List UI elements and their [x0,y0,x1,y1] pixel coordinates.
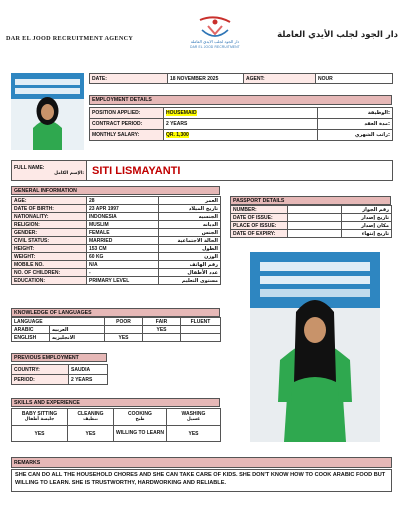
general-info-value: MARRIED [87,237,159,245]
agency-logo-text-ar: دار الجود لجلب الايدي العاملة [190,39,240,44]
skill-value: WILLING TO LEARN [114,426,167,442]
language-name: ARABIC [12,326,50,334]
agent-label: AGENT: [244,74,316,84]
skill-washing [167,409,221,426]
passport-label-ar: تاريخ إنتهاء [342,230,392,238]
employment-row [90,119,393,130]
passport-value [288,230,342,238]
language-name-ar: العربيه [50,326,105,334]
language-col-header: LANGUAGE [12,318,105,326]
language-row-english [12,334,221,342]
position-label-ar: الوظيفة: [318,108,393,119]
general-info-label-ar: رقم الهاتف [159,261,221,269]
passport-label-ar: تاريخ إصدار [342,214,392,222]
agency-name-en: DAR EL JOOD RECRUITMENT AGENCY [6,35,134,42]
general-info-value: N/A [87,261,159,269]
language-name: ENGLISH [12,334,50,342]
general-info-row [12,205,221,213]
general-info-row [12,229,221,237]
salary-value: QR. 1,300 [166,132,189,138]
candidate-photo-small [11,73,84,150]
general-info-row [12,253,221,261]
previous-country-label: COUNTRY: [12,365,69,375]
general-info-label: MOBILE NO. [12,261,87,269]
languages-header-row [12,318,221,326]
passport-label: NUMBER: [231,206,288,214]
general-info-value: 23 APR 1997 [87,205,159,213]
general-info-value: 60 KG [87,253,159,261]
passport-row [231,206,392,214]
general-info-label-ar: الديانه [159,221,221,229]
employment-details-table [89,107,393,141]
skills-header: SKILLS AND EXPERIENCE [11,398,220,407]
candidate-photo-large [250,252,380,442]
contract-value: 2 YEARS [164,119,318,130]
general-info-row [12,261,221,269]
general-info-label: DATE OF BIRTH: [12,205,87,213]
passport-row [231,214,392,222]
full-name-label: FULL NAME: [14,164,45,171]
general-info-label-ar: الوزن [159,253,221,261]
full-name-value: SITI LISMAYANTI [87,161,393,181]
general-info-value: 153 CM [87,245,159,253]
employment-details-header: EMPLOYMENT DETAILS [89,95,392,105]
language-poor: YES [105,334,143,342]
languages-header: KNOWLEDGE OF LANGUAGES [11,308,220,317]
general-info-label: WEIGHT: [12,253,87,261]
contract-label: CONTRACT PERIOD: [90,119,164,130]
skills-value-row [12,426,221,442]
passport-label: DATE OF EXPIRY: [231,230,288,238]
general-info-value: 28 [87,197,159,205]
general-info-label: EDUCATION: [12,277,87,285]
skills-table [11,408,221,442]
general-info-label-ar: مستوى التعليم [159,277,221,285]
skill-value: YES [12,426,68,442]
language-fluent [181,334,221,342]
full-name-label-ar: الإسم الكامل: [54,170,84,176]
general-info-row [12,277,221,285]
skill-value: YES [68,426,114,442]
poor-col-header: POOR [105,318,143,326]
previous-employment-table [11,364,108,385]
passport-row [231,230,392,238]
fluent-col-header: FLUENT [181,318,221,326]
general-info-label-ar: العمر [159,197,221,205]
agency-logo-text-en: DAR EL JOOD RECRUITMENT [190,45,240,49]
general-info-label: NATIONALITY: [12,213,87,221]
passport-label: DATE OF ISSUE: [231,214,288,222]
general-info-row [12,245,221,253]
language-row-arabic [12,326,221,334]
skill-value: YES [167,426,221,442]
general-info-label: NO. OF CHILDREN: [12,269,87,277]
remarks-header: REMARKS [11,457,392,468]
previous-period-value: 2 YEARS [69,375,108,385]
contract-label-ar: مدة العقد: [318,119,393,130]
skill-label: BABY SITTING [21,410,58,417]
passport-value [288,206,342,214]
general-info-row [12,237,221,245]
general-info-label: HEIGHT: [12,245,87,253]
general-info-value: INDONESIA [87,213,159,221]
general-info-label: RELIGION: [12,221,87,229]
skills-label-row [12,409,221,426]
full-name-label-cell [12,161,87,181]
previous-employment-header: PREVIOUS EMPLOYMENT [11,353,107,362]
general-info-label: GENDER: [12,229,87,237]
language-name-ar: الانجليزيه [50,334,105,342]
general-info-label-ar: عدد الأطفال [159,269,221,277]
general-info-label-ar: تاريخ الميلاد [159,205,221,213]
skill-cleaning [68,409,114,426]
agent-value: NOUR [316,74,393,84]
skill-label-ar: جليسة أطفال [24,417,55,423]
fair-col-header: FAIR [143,318,181,326]
language-fair: YES [143,326,181,334]
previous-period-label: PERIOD: [12,375,69,385]
passport-value [288,214,342,222]
previous-country-value: SAUDIA [69,365,108,375]
general-info-table [11,196,221,285]
skill-label: CLEANING [77,410,104,417]
date-value: 18 NOVEMBER 2025 [168,74,244,84]
skill-label: COOKING [128,410,152,417]
general-info-label: CIVIL STATUS: [12,237,87,245]
skill-label: WASHING [181,410,206,417]
passport-details-header: PASSPORT DETAILS [230,196,391,205]
employment-row [90,108,393,119]
passport-row [231,222,392,230]
passport-label-ar: رقم الجواز [342,206,392,214]
skill-cooking [114,409,167,426]
general-info-label-ar: الجنسيه [159,213,221,221]
employment-row [90,130,393,141]
general-info-label: AGE: [12,197,87,205]
language-fluent [181,326,221,334]
date-label: DATE: [90,74,168,84]
general-info-value: FEMALE [87,229,159,237]
general-info-row [12,269,221,277]
general-info-row [12,213,221,221]
previous-row [12,375,108,385]
top-info-table [89,73,393,84]
general-info-value: PRIMARY LEVEL [87,277,159,285]
passport-label: PLACE OF ISSUE: [231,222,288,230]
skill-label-ar: غسيل [186,417,201,423]
general-info-value: - [87,269,159,277]
general-info-value: MUSLIM [87,221,159,229]
skill-baby-sitting [12,409,68,426]
general-info-label-ar: الحالة الاجتماعية [159,237,221,245]
general-info-label-ar: الطول [159,245,221,253]
language-poor [105,326,143,334]
skill-label-ar: تنظيف [83,417,98,423]
remarks-text: SHE CAN DO ALL THE HOUSEHOLD CHORES AND SHE CAN TAKE CARE OF KIDS. SHE DON'T KNOW HOW TO COOK ARABIC FOOD BUT WILLING TO LEARN. SHE IS TRUSTWORTHY, HARDWORKING AND RELIABLE. [11,469,392,492]
salary-value-cell [164,130,318,141]
passport-label-ar: مكان إصدار [342,222,392,230]
agency-name-ar: دار الجود لجلب الأيدي العاملة [277,30,398,40]
full-name-table [11,160,393,181]
passport-value [288,222,342,230]
passport-details-table [230,205,392,238]
general-info-label-ar: الجنس [159,229,221,237]
salary-label: MONTHLY SALARY: [90,130,164,141]
position-value: HOUSEMAID [166,110,197,116]
salary-label-ar: راتب الشهري: [318,130,393,141]
general-info-header: GENERAL INFORMATION [11,186,220,195]
general-info-row [12,221,221,229]
skill-label-ar: طبخ [135,417,145,423]
position-label: POSITION APPLIED: [90,108,164,119]
previous-row [12,365,108,375]
languages-table [11,317,221,342]
language-fair [143,334,181,342]
general-info-row [12,197,221,205]
position-value-cell [164,108,318,119]
